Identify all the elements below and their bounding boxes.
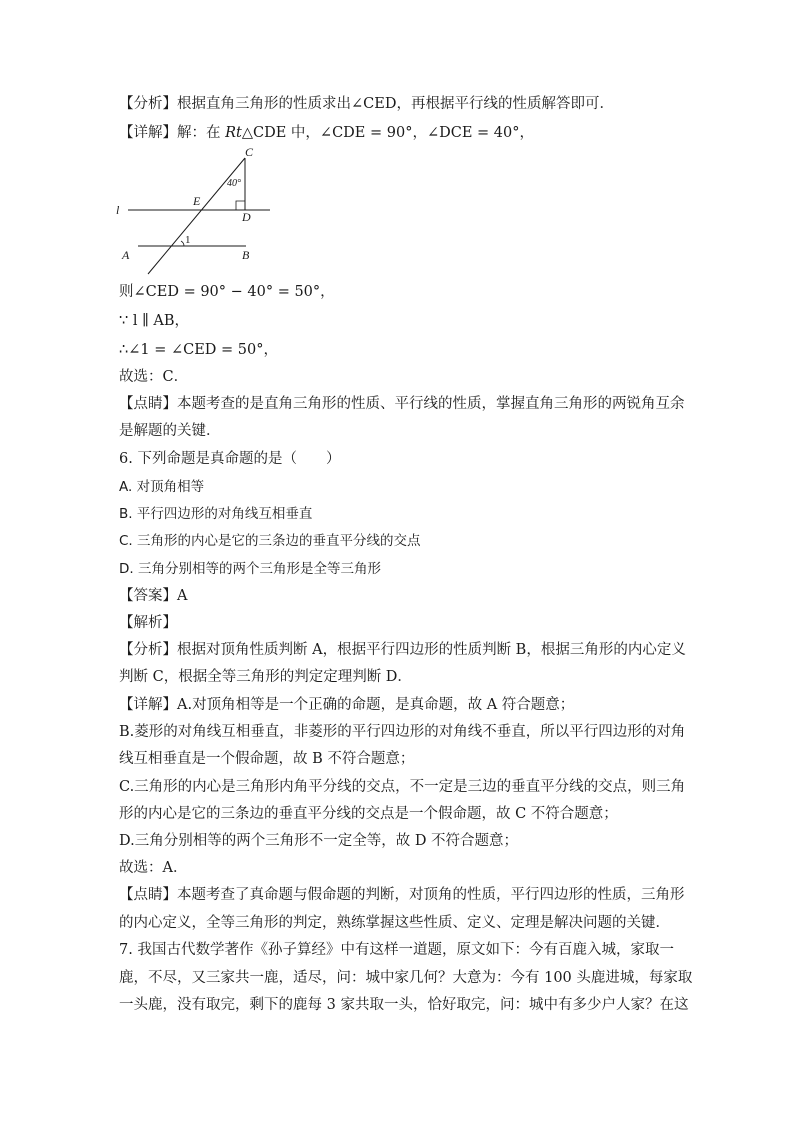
detail-given: △CDE 中，∠CDE = 90°，∠DCE = 40°， [241,125,534,141]
comment-text-4: 的内心定义，全等三角形的判定，熟练掌握这些性质、定义、定理是解决问题的关键． [119,915,670,931]
detail-text-1 [119,123,534,143]
question-6-option-c: C. 三角形的内心是它的三条边的垂直平分线的交点 [119,533,421,549]
question-6-option-b: B. 平行四边形的对角线互相垂直 [119,506,313,522]
label-b: B [242,248,250,262]
analysis-text-1: 【分析】根据直角三角形的性质求出∠CED，再根据平行线的性质解答即可． [119,96,614,112]
question-6-title: 6. 下列命题是真命题的是（ ） [119,451,341,467]
detail-prefix: 【详解】解：在 [119,125,221,141]
geometry-figure [110,145,280,277]
question-7-text-2: 鹿，不尽，又三家共一鹿，适尽，问：城中家几何？大意为：今有 100 头鹿进城，每家取 [119,970,693,986]
question-6-option-a: A. 对顶角相等 [119,479,205,495]
detail-text-2: 则∠CED = 90° − 40° = 50°， [119,284,335,300]
label-c: C [245,145,254,159]
detail-text-6: B.菱形的对角线互相垂直，非菱形的平行四边形的对角线不垂直，所以平行四边形的对角 [119,724,686,740]
detail-text-9: 形的内心是它的三条边的垂直平分线的交点是一个假命题，故 C 不符合题意； [119,806,618,822]
comment-text-3: 【点睛】本题考查了真命题与假命题的判断，对顶角的性质，平行四边形的性质，三角形 [119,887,685,903]
question-7-text-1: 7. 我国古代数学著作《孙子算经》中有这样一道题，原文如下：今有百鹿入城，家取一 [119,942,674,958]
angle-1-arc [181,241,184,246]
detail-text-10: D.三角分别相等的两个三角形不一定全等，故 D 不符合题意； [119,833,519,849]
answer-choice-6: 故选：A． [119,860,188,876]
right-angle-mark [236,201,245,210]
label-1: 1 [185,234,191,246]
label-a: A [122,248,130,262]
answer-choice-5: 故选：C． [119,369,189,385]
label-d: D [242,210,251,224]
answer-label: 【答案】A [119,588,188,604]
analysis-text-3: 判断 C，根据全等三角形的判定定理判断 D． [119,669,412,685]
comment-text-2: 是解题的关键． [119,423,221,439]
detail-rt: Rt [225,125,242,141]
analysis-text-2: 【分析】根据对顶角性质判断 A，根据平行四边形的性质判断 B，根据三角形的内心定义 [119,642,686,658]
detail-text-5: 【详解】A.对顶角相等是一个正确的命题，是真命题，故 A 符合题意； [119,697,575,713]
detail-text-8: C.三角形的内心是三角形内角平分线的交点，不一定是三边的垂直平分线的交点，则三角 [119,779,686,795]
detail-text-4: ∴∠1 = ∠CED = 50°， [119,342,278,358]
detail-text-7: 线互相垂直是一个假命题，故 B 不符合题意； [119,751,415,767]
label-e: E [193,194,201,208]
question-7-text-3: 一头鹿，没有取完，剩下的鹿每 3 家共取一头，恰好取完，问：城中有多少户人家？在这 [119,997,689,1013]
transversal-ce [148,158,245,274]
label-l: l [116,203,120,217]
comment-text-1: 【点睛】本题考查的是直角三角形的性质、平行线的性质，掌握直角三角形的两锐角互余 [119,396,685,412]
question-6-option-d: D. 三角分别相等的两个三角形是全等三角形 [119,561,381,577]
label-40-degree: 40° [227,178,241,189]
explanation-label: 【解析】 [119,615,177,631]
detail-text-3: ∵ l ∥ AB， [119,313,190,329]
